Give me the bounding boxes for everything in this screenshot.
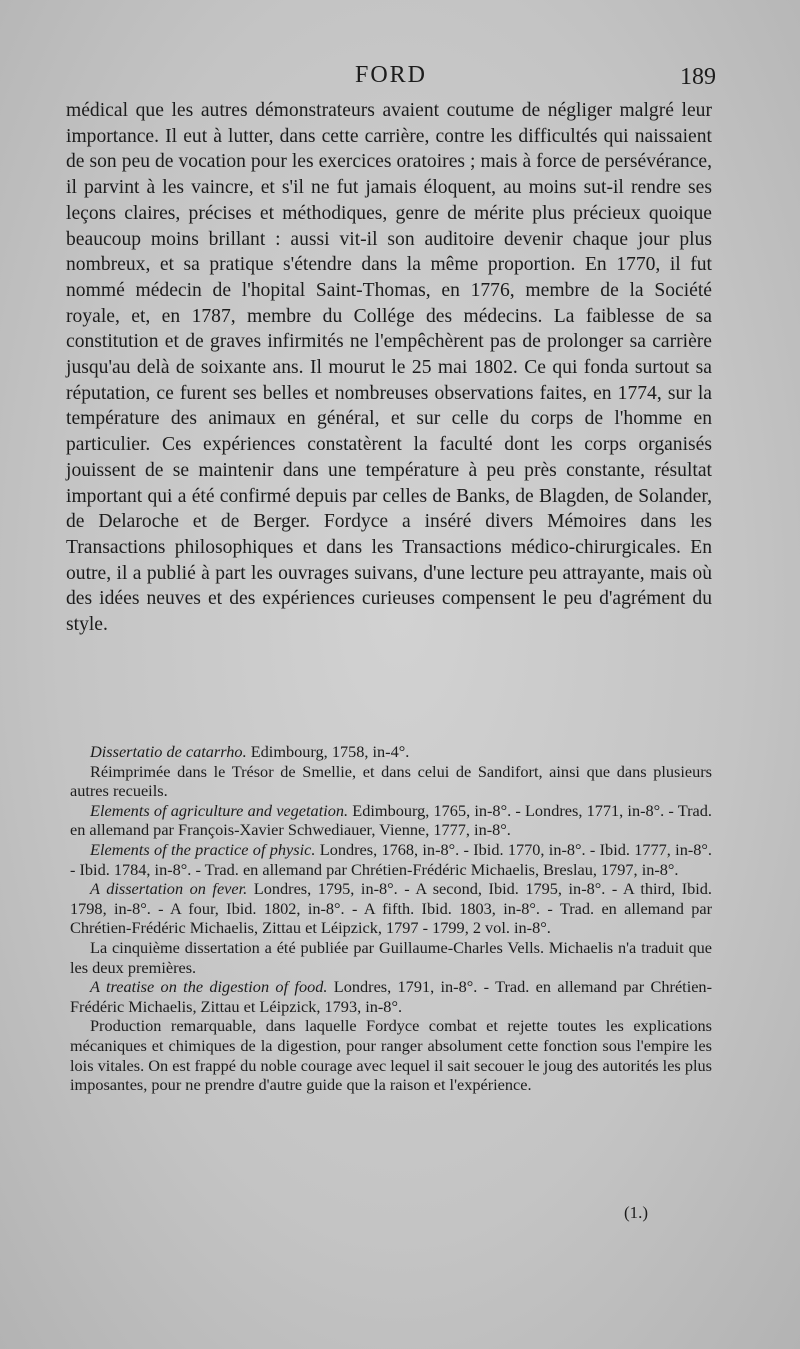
bibliography-entry [70, 742, 712, 762]
bibliography-note [70, 762, 712, 801]
bibliography-entry [70, 977, 712, 1016]
bibliography-note [70, 938, 712, 977]
work-details: Edimbourg, 1765, in-8°. - Londres, 1771, in-8°. - Trad. en allemand par François-Xavier Schwediauer, Vienne, 1777, in-8°. [70, 800, 712, 840]
work-details: La cinquième dissertation a été publiée par Guillaume-Charles Vells. Michaelis n'a traduit que les deux premières. [70, 937, 712, 977]
work-details: Londres, 1791, in-8°. - Trad. en allemand par Chrétien-Frédéric Michaelis, Zittau et Léipzick, 1793, in-8°. [70, 977, 712, 1016]
work-details: Production remarquable, dans laquelle Fordyce combat et rejette toutes les explications mécaniques et chimiques de la digestion, pour ranger absolument cette fonction sous l'empire les lois vitales. On est frappé du noble courage avec lequel il sait secouer le joug des autorités les plus imposantes, pour ne prendre d'autre guide que la raison et l'expérience. [70, 1016, 712, 1095]
page-number: 189 [680, 64, 716, 90]
work-title: Elements of agriculture and vegetation. [90, 800, 349, 820]
bibliography-note [70, 1016, 712, 1094]
work-details: Réimprimée dans le Trésor de Smellie, et dans celui de Sandifort, ainsi que dans plusieurs autres recueils. [70, 761, 712, 801]
signature-mark: (1.) [624, 1203, 649, 1222]
body-paragraph: médical que les autres démonstrateurs avaient coutume de négliger malgré leur importance. Il eut à lutter, dans cette carrière, contre les difficultés qui naissaient de son peu de vocation pour les exercices oratoires ; mais à force de persévérance, il parvint à les vaincre, et s'il ne fut jamais éloquent, au moins sut-il rendre ses leçons claires, précises et méthodiques, genre de mérite plus précieux quoique beaucoup moins brillant : aussi vit-il son auditoire devenir chaque jour plus nombreux, et sa pratique s'étendre dans la même proportion. En 1770, il fut nommé médecin de l'hopital Saint-Thomas, en 1776, membre de la Société royale, et, en 1787, membre du Collége des médecins. La faiblesse de sa constitution et de graves infirmités ne l'empêchèrent pas de prolonger sa carrière jusqu'au delà de soixante ans. Il mourut le 25 mai 1802. Ce qui fonda surtout sa réputation, ce furent ses belles et nombreuses observations faites, en 1774, sur la température des animaux en général, et sur celle du corps de l'homme en particulier. Ces expériences constatèrent la faculté dont les corps organisés jouissent de se maintenir dans une température à peu près constante, résultat important qui a été confirmé depuis par celles de Banks, de Blagden, de Solander, de Delaroche et de Berger. Fordyce a inséré divers Mémoires dans les Transactions philosophiques et dans les Transactions médico-chirurgicales. En outre, il a publié à part les ouvrages suivans, d'une lecture peu attrayante, mais où des idées neuves et des expériences curieuses compensent le peu d'agrément du style. [66, 100, 712, 636]
bibliography [70, 742, 712, 1095]
page-header [66, 62, 716, 96]
bibliography-entry [70, 840, 712, 879]
running-title: FORD [354, 62, 428, 88]
work-details: Edimbourg, 1758, in-4°. [246, 742, 410, 761]
work-title: A dissertation on fever. [90, 879, 248, 899]
work-title: Dissertatio de catarrho. [90, 742, 247, 761]
bibliography-entry [70, 879, 712, 938]
work-title: Elements of the practice of physic. [90, 839, 316, 859]
work-title: A treatise on the digestion of food. [90, 977, 328, 997]
work-details: Londres, 1795, in-8°. - A second, Ibid. 1795, in-8°. - A third, Ibid. 1798, in-8°. - A four, Ibid. 1802, in-8°. - A fifth. Ibid. 1803, in-8°. - Trad. en allemand par Chrétien-Frédéric Michaelis, Zittau et Léipzick, 1797 - 1799, 2 vol. in-8°. [70, 879, 712, 938]
bibliography-entry [70, 801, 712, 840]
work-details: Londres, 1768, in-8°. - Ibid. 1770, in-8°. - Ibid. 1777, in-8°. - Ibid. 1784, in-8°. - Trad. en allemand par Chrétien-Frédéric Michaelis, Breslau, 1797, in-8°. [70, 839, 712, 879]
